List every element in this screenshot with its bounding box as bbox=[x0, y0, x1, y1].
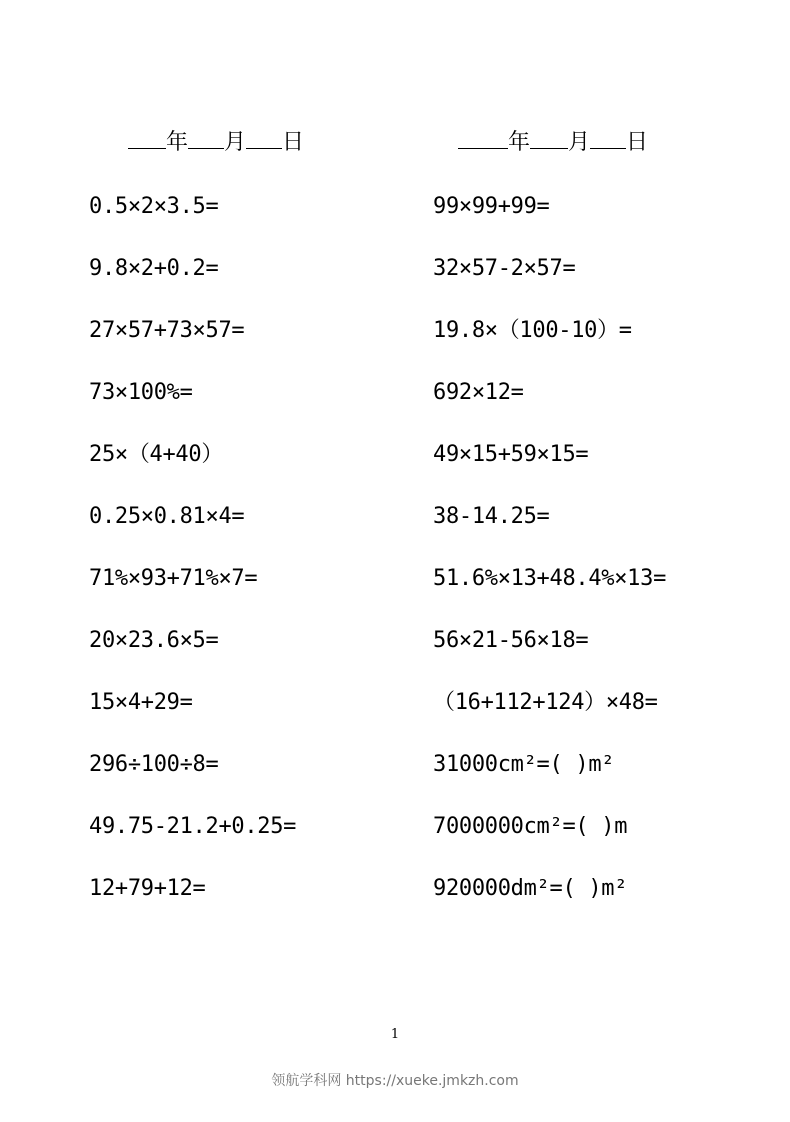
year-blank[interactable] bbox=[128, 128, 166, 149]
problem-item: 27×57+73×57= bbox=[89, 318, 245, 343]
problem-item: 31000cm²=( )m² bbox=[433, 752, 615, 777]
problem-item: 296÷100÷8= bbox=[89, 752, 219, 777]
problem-item: 920000dm²=( )m² bbox=[433, 876, 628, 901]
problem-list-right bbox=[433, 190, 666, 934]
problem-item: 20×23.6×5= bbox=[89, 628, 219, 653]
problem-item: 25×（4+40） bbox=[89, 442, 224, 467]
problem-item: （16+112+124）×48= bbox=[433, 690, 658, 715]
year-blank[interactable] bbox=[458, 128, 508, 149]
problem-item: 49.75-21.2+0.25= bbox=[89, 814, 297, 839]
month-label: 月 bbox=[568, 130, 591, 155]
problem-item: 56×21-56×18= bbox=[433, 628, 589, 653]
month-blank[interactable] bbox=[188, 128, 224, 149]
problem-item: 51.6%×13+48.4%×13= bbox=[433, 566, 667, 591]
month-blank[interactable] bbox=[530, 128, 568, 149]
year-label: 年 bbox=[508, 130, 531, 155]
month-label: 月 bbox=[224, 130, 247, 155]
day-label: 日 bbox=[626, 130, 649, 155]
problem-item: 49×15+59×15= bbox=[433, 442, 589, 467]
problem-item: 71%×93+71%×7= bbox=[89, 566, 258, 591]
problem-item: 7000000cm²=( )m bbox=[433, 814, 628, 839]
problem-item: 9.8×2+0.2= bbox=[89, 256, 219, 281]
day-blank[interactable] bbox=[246, 128, 282, 149]
page-number: 1 bbox=[390, 1027, 400, 1042]
footer-watermark: 领航学科网 https://xueke.jmkzh.com bbox=[271, 1073, 519, 1089]
problem-item: 12+79+12= bbox=[89, 876, 206, 901]
problem-item: 0.5×2×3.5= bbox=[89, 194, 219, 219]
date-header-left bbox=[128, 128, 304, 157]
problem-item: 32×57-2×57= bbox=[433, 256, 576, 281]
day-blank[interactable] bbox=[590, 128, 626, 149]
problem-item: 0.25×0.81×4= bbox=[89, 504, 245, 529]
problem-list-left bbox=[89, 190, 296, 934]
problem-item: 99×99+99= bbox=[433, 194, 550, 219]
day-label: 日 bbox=[282, 130, 305, 155]
problem-item: 692×12= bbox=[433, 380, 524, 405]
problem-item: 73×100%= bbox=[89, 380, 193, 405]
problem-item: 38-14.25= bbox=[433, 504, 550, 529]
year-label: 年 bbox=[166, 130, 189, 155]
problem-item: 15×4+29= bbox=[89, 690, 193, 715]
date-header-right bbox=[458, 128, 648, 157]
problem-item: 19.8×（100-10）= bbox=[433, 318, 632, 343]
